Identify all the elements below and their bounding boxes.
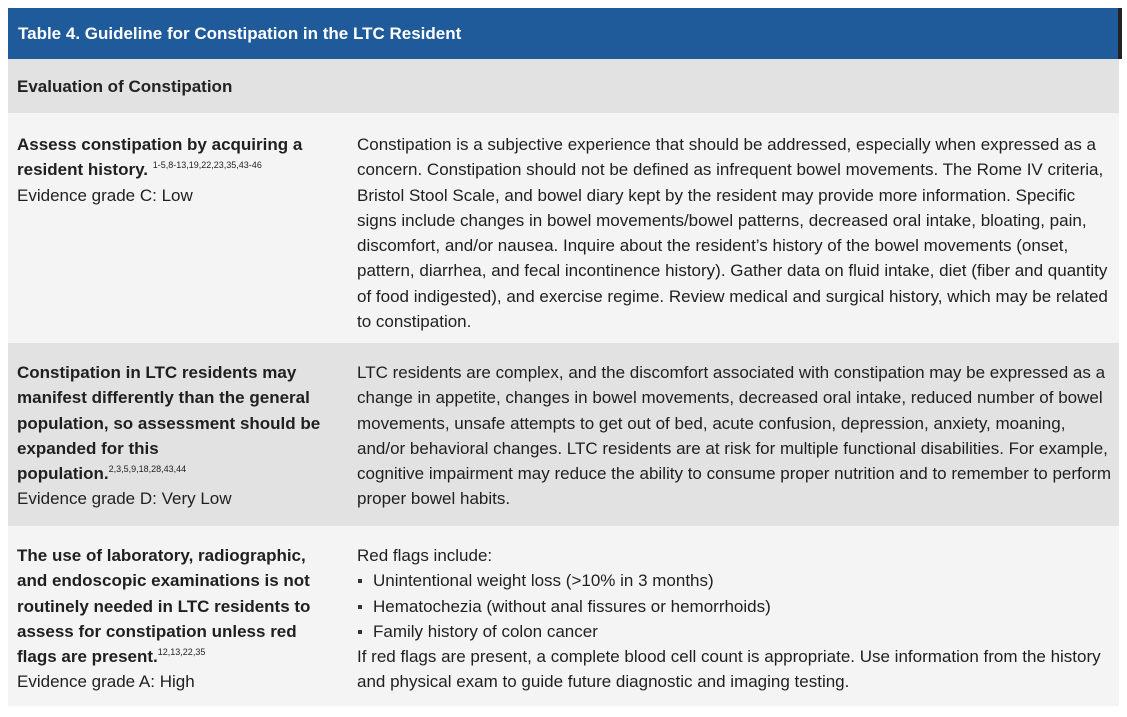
recommendation-text: Constipation in LTC residents may manifest differently than the general population, so assessment should be expanded for this population.$^{2,3,5,9,18,28,43,44}$ — [17, 363, 321, 484]
rationale-cell — [357, 543, 1112, 695]
recommendation-text: Assess constipation by acquiring a resident history. $^{1-5,8-13,19,22,23,35,43-46}$ — [17, 135, 303, 180]
red-flags-intro: Red flags include: — [357, 546, 493, 565]
recommendation-cell — [17, 132, 327, 208]
table-row — [8, 343, 1119, 526]
reference-superscript: 2,3,5,9,18,28,43,44 — [108, 464, 187, 475]
red-flags-outro: If red flags are present, a complete blood cell count is appropriate. Use information from the history and physical exam to guide future diagnostic and imaging testing. — [357, 647, 1101, 692]
evidence-grade: Evidence grade A: High — [17, 672, 195, 692]
bullet-icon — [358, 630, 362, 634]
guideline-table — [8, 8, 1119, 692]
bullet-icon — [358, 579, 362, 583]
table-title: Table 4. Guideline for Constipation in the LTC Resident — [18, 24, 462, 43]
list-item: Unintentional weight loss (>10% in 3 months) — [357, 568, 1112, 593]
red-flags-list — [357, 568, 1112, 644]
rationale-cell: LTC residents are complex, and the discomfort associated with constipation may be expressed as a change in appetite, changes in bowel movements, decreased oral intake, reduced number of bowel movements, unsafe attempts to get out of bed, acute confusion, depression, anxiety, moaning, and/or behavioral changes. LTC residents are at risk for multiple functional disabilities. For example, cognitive impairment may reduce the ability to consume proper nutrition and to remember to perform proper bowel habits. — [357, 363, 1112, 509]
rationale-cell: Constipation is a subjective experience that should be addressed, especially when expressed as a concern. Constipation should not be defined as infrequent bowel movements. The Rome IV criteria, Bristol Stool Scale, and bowel diary kept by the resident may provide more information. Specific signs include changes in bowel movements/bowel patterns, decreased oral intake, bloating, pain, discomfort, and/or nausea. Inquire about the resident’s history of the bowel movements (onset, pattern, diarrhea, and fecal incontinence history). Gather data on fluid intake, diet (fiber and quantity of food indigested), and exercise regime. Review medical and surgical history, which may be related to constipation. — [357, 135, 1108, 332]
evidence-grade: Evidence grade C: Low — [17, 185, 193, 205]
reference-superscript: 1-5,8-13,19,22,23,35,43-46 — [152, 160, 262, 171]
evidence-grade: Evidence grade D: Very Low — [17, 489, 232, 509]
table-row — [8, 113, 1119, 343]
bullet-icon — [358, 605, 362, 609]
list-item: Hematochezia (without anal fissures or hemorrhoids) — [357, 594, 1112, 619]
section-heading: Evaluation of Constipation — [8, 59, 1119, 113]
title-bar-edge — [1118, 8, 1122, 59]
reference-superscript: 12,13,22,35 — [157, 647, 206, 658]
table-row — [8, 526, 1119, 706]
list-item: Family history of colon cancer — [357, 619, 1112, 644]
recommendation-text: The use of laboratory, radiographic, and endoscopic examinations is not routinely needed in LTC residents to assess for constipation unless red flags are present.$^{12,13,22,35}$ — [17, 546, 311, 667]
recommendation-cell — [17, 543, 327, 695]
table-title-bar — [8, 8, 1119, 59]
recommendation-cell — [17, 360, 327, 512]
